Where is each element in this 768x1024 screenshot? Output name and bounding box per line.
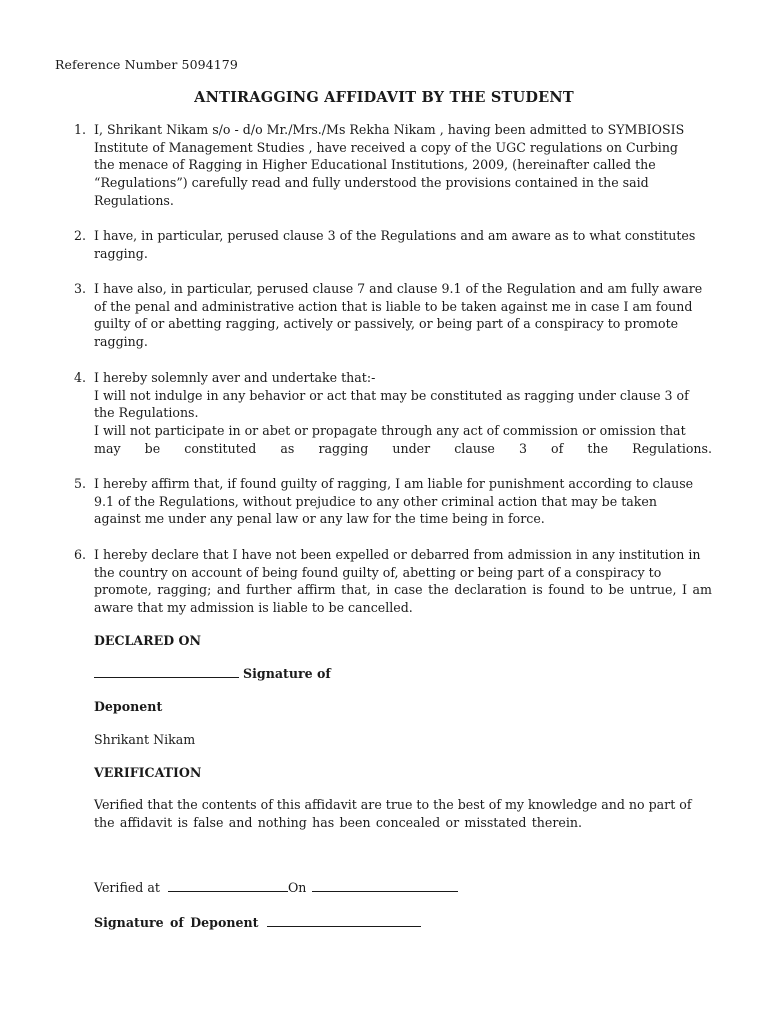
deponent-label: Deponent	[94, 699, 163, 714]
verification-line: the affidavit is false and nothing has been concealed or misstated therein.	[94, 814, 582, 830]
clause-line: I have also, in particular, perused clause 7 and clause 9.1 of the Regulation and am fully aware	[94, 281, 703, 296]
clause-item-1	[74, 121, 712, 210]
clause-item-4	[74, 369, 712, 458]
clause-item-6	[74, 546, 712, 617]
clause-line: I hereby declare that I have not been expelled or debarred from admission in any institution in	[94, 547, 701, 562]
clause-line: I will not indulge in any behavior or act that may be constituted as ragging under clause 3 of	[94, 387, 689, 403]
clause-line: promote, ragging; and further affirm that, in case the declaration is found to be untrue, I am	[94, 582, 712, 598]
clause-line: I will not participate in or abet or propagate through any act of commission or omission that	[94, 423, 686, 439]
final-signature-blank	[267, 914, 421, 927]
clause-number: 2.	[74, 228, 87, 243]
deponent-name: Shrikant Nikam	[94, 732, 196, 747]
clause-number: 4.	[74, 370, 87, 385]
on-date-blank	[312, 879, 458, 892]
clause-item-5	[74, 475, 712, 528]
clause-item-2	[74, 227, 712, 262]
clause-line: against me under any penal law or any law for the time being in force.	[94, 511, 545, 527]
clause-line: “Regulations”) carefully read and fully understood the provisions contained in the said	[94, 175, 649, 191]
clause-line: may be constituted as ragging under clause 3 of the Regulations.	[94, 440, 712, 456]
clause-number: 6.	[74, 547, 87, 562]
clause-line: guilty of or abetting ragging, actively or passively, or being part of a conspiracy to promote	[94, 316, 679, 332]
clause-line: I hereby affirm that, if found guilty of ragging, I am liable for punishment according to clause	[94, 476, 694, 491]
clause-number: 3.	[74, 281, 87, 296]
signature-of-label: Signature of	[243, 666, 331, 681]
signature-blank	[94, 665, 239, 678]
clause-line: 9.1 of the Regulations, without prejudice to any other criminal action that may be taken	[94, 493, 657, 509]
clause-item-3	[74, 280, 712, 351]
clause-line: Regulations.	[94, 192, 174, 208]
on-label: On	[287, 880, 307, 895]
clause-line: I have, in particular, perused clause 3 of the Regulations and am aware as to what constitutes	[94, 228, 696, 243]
reference-number: Reference Number 5094179	[55, 57, 238, 72]
document-title: ANTIRAGGING AFFIDAVIT BY THE STUDENT	[194, 89, 574, 106]
clause-number: 1.	[74, 122, 87, 137]
clause-line: of the penal and administrative action that is liable to be taken against me in case I am found	[94, 298, 693, 314]
verification-heading: VERIFICATION	[94, 765, 202, 780]
clause-number: 5.	[74, 476, 87, 491]
verified-at-blank	[168, 879, 288, 892]
clause-line: the Regulations.	[94, 405, 199, 421]
clause-line: ragging.	[94, 245, 148, 261]
final-signature-row	[94, 914, 421, 932]
verified-at-row	[94, 879, 458, 897]
clause-line: I hereby solemnly aver and undertake that:-	[94, 370, 376, 385]
clause-line: the country on account of being found guilty of, abetting or being part of a conspiracy to	[94, 564, 662, 580]
declared-on-label: DECLARED ON	[94, 633, 202, 648]
verified-at-label: Verified at	[94, 880, 160, 895]
clause-line: Institute of Management Studies , have received a copy of the UGC regulations on Curbing	[94, 139, 678, 155]
clause-line: aware that my admission is liable to be cancelled.	[94, 600, 413, 616]
signature-of-deponent-label: Signature of Deponent	[94, 915, 259, 930]
clause-line: the menace of Ragging in Higher Educational Institutions, 2009, (hereinafter called the	[94, 157, 656, 173]
clause-line: ragging.	[94, 334, 148, 350]
verification-text	[94, 796, 712, 831]
clause-line: I, Shrikant Nikam s/o - d/o Mr./Mrs./Ms Rekha Nikam , having been admitted to SYMBIOSIS	[94, 122, 685, 137]
verification-line: Verified that the contents of this affidavit are true to the best of my knowledge and no part of	[94, 797, 692, 812]
signature-line-row	[94, 665, 331, 683]
